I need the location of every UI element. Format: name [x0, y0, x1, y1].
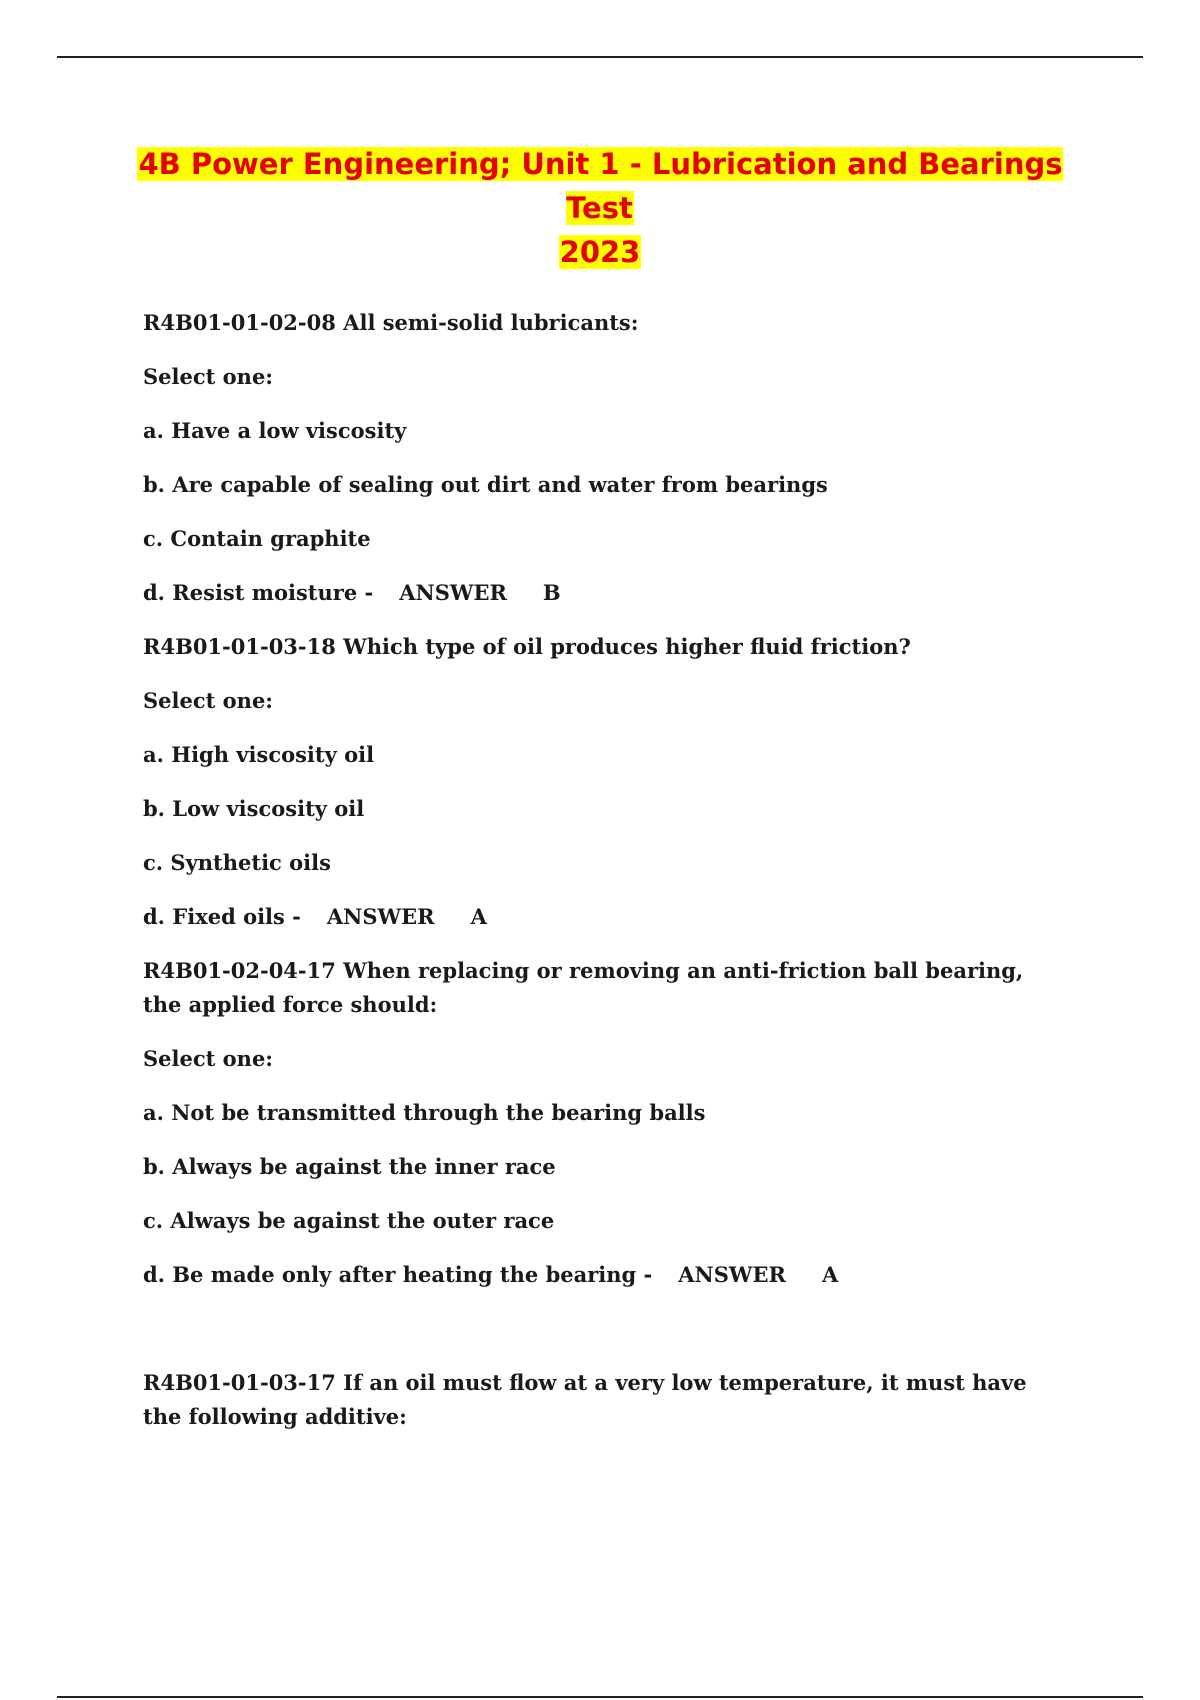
option-c: c. Contain graphite [143, 526, 371, 551]
select-one-label: Select one: [143, 364, 274, 389]
option-d: d. Be made only after heating the bearing - [143, 1262, 653, 1287]
answer-label: ANSWER [678, 1262, 786, 1287]
option-d-with-answer [143, 576, 1063, 610]
option-a: a. Not be transmitted through the bearing balls [143, 1100, 706, 1125]
option-d-with-answer [143, 900, 1063, 934]
section-gap [143, 1312, 1063, 1366]
option-c: c. Always be against the outer race [143, 1208, 555, 1233]
answer-letter: A [821, 1262, 839, 1287]
select-one-label: Select one: [143, 1046, 274, 1071]
option-b: b. Are capable of sealing out dirt and water from bearings [143, 472, 828, 497]
answer-letter: B [542, 580, 561, 605]
title-line-1: 4B Power Engineering; Unit 1 - Lubrication and Bearings Test [138, 147, 1063, 225]
answer-label: ANSWER [399, 580, 507, 605]
answer-label: ANSWER [326, 904, 435, 929]
answer-letter: A [470, 904, 487, 929]
option-d: d. Fixed oils - [143, 904, 301, 929]
option-b: b. Always be against the inner race [143, 1154, 556, 1179]
option-b: b. Low viscosity oil [143, 796, 365, 821]
option-d-with-answer [143, 1258, 1063, 1292]
option-c: c. Synthetic oils [143, 850, 331, 875]
header-rule [57, 56, 1143, 58]
document-title [120, 142, 1080, 274]
option-d: d. Resist moisture - [143, 580, 374, 605]
option-a: a. High viscosity oil [143, 742, 375, 767]
option-a: a. Have a low viscosity [143, 418, 407, 443]
question-prompt: R4B01-01-03-18 Which type of oil produces higher fluid friction? [143, 634, 911, 659]
question-prompt: R4B01-01-02-08 All semi-solid lubricants: [143, 310, 639, 335]
question-prompt: R4B01-02-04-17 When replacing or removing an anti-friction ball bearing, the applied force should: [143, 958, 1031, 1017]
question-list [143, 306, 1063, 1454]
question-prompt: R4B01-01-03-17 If an oil must flow at a very low temperature, it must have the following additive: [143, 1370, 1034, 1429]
select-one-label: Select one: [143, 688, 274, 713]
title-line-2: 2023 [559, 235, 641, 269]
footer-rule [57, 1696, 1143, 1698]
